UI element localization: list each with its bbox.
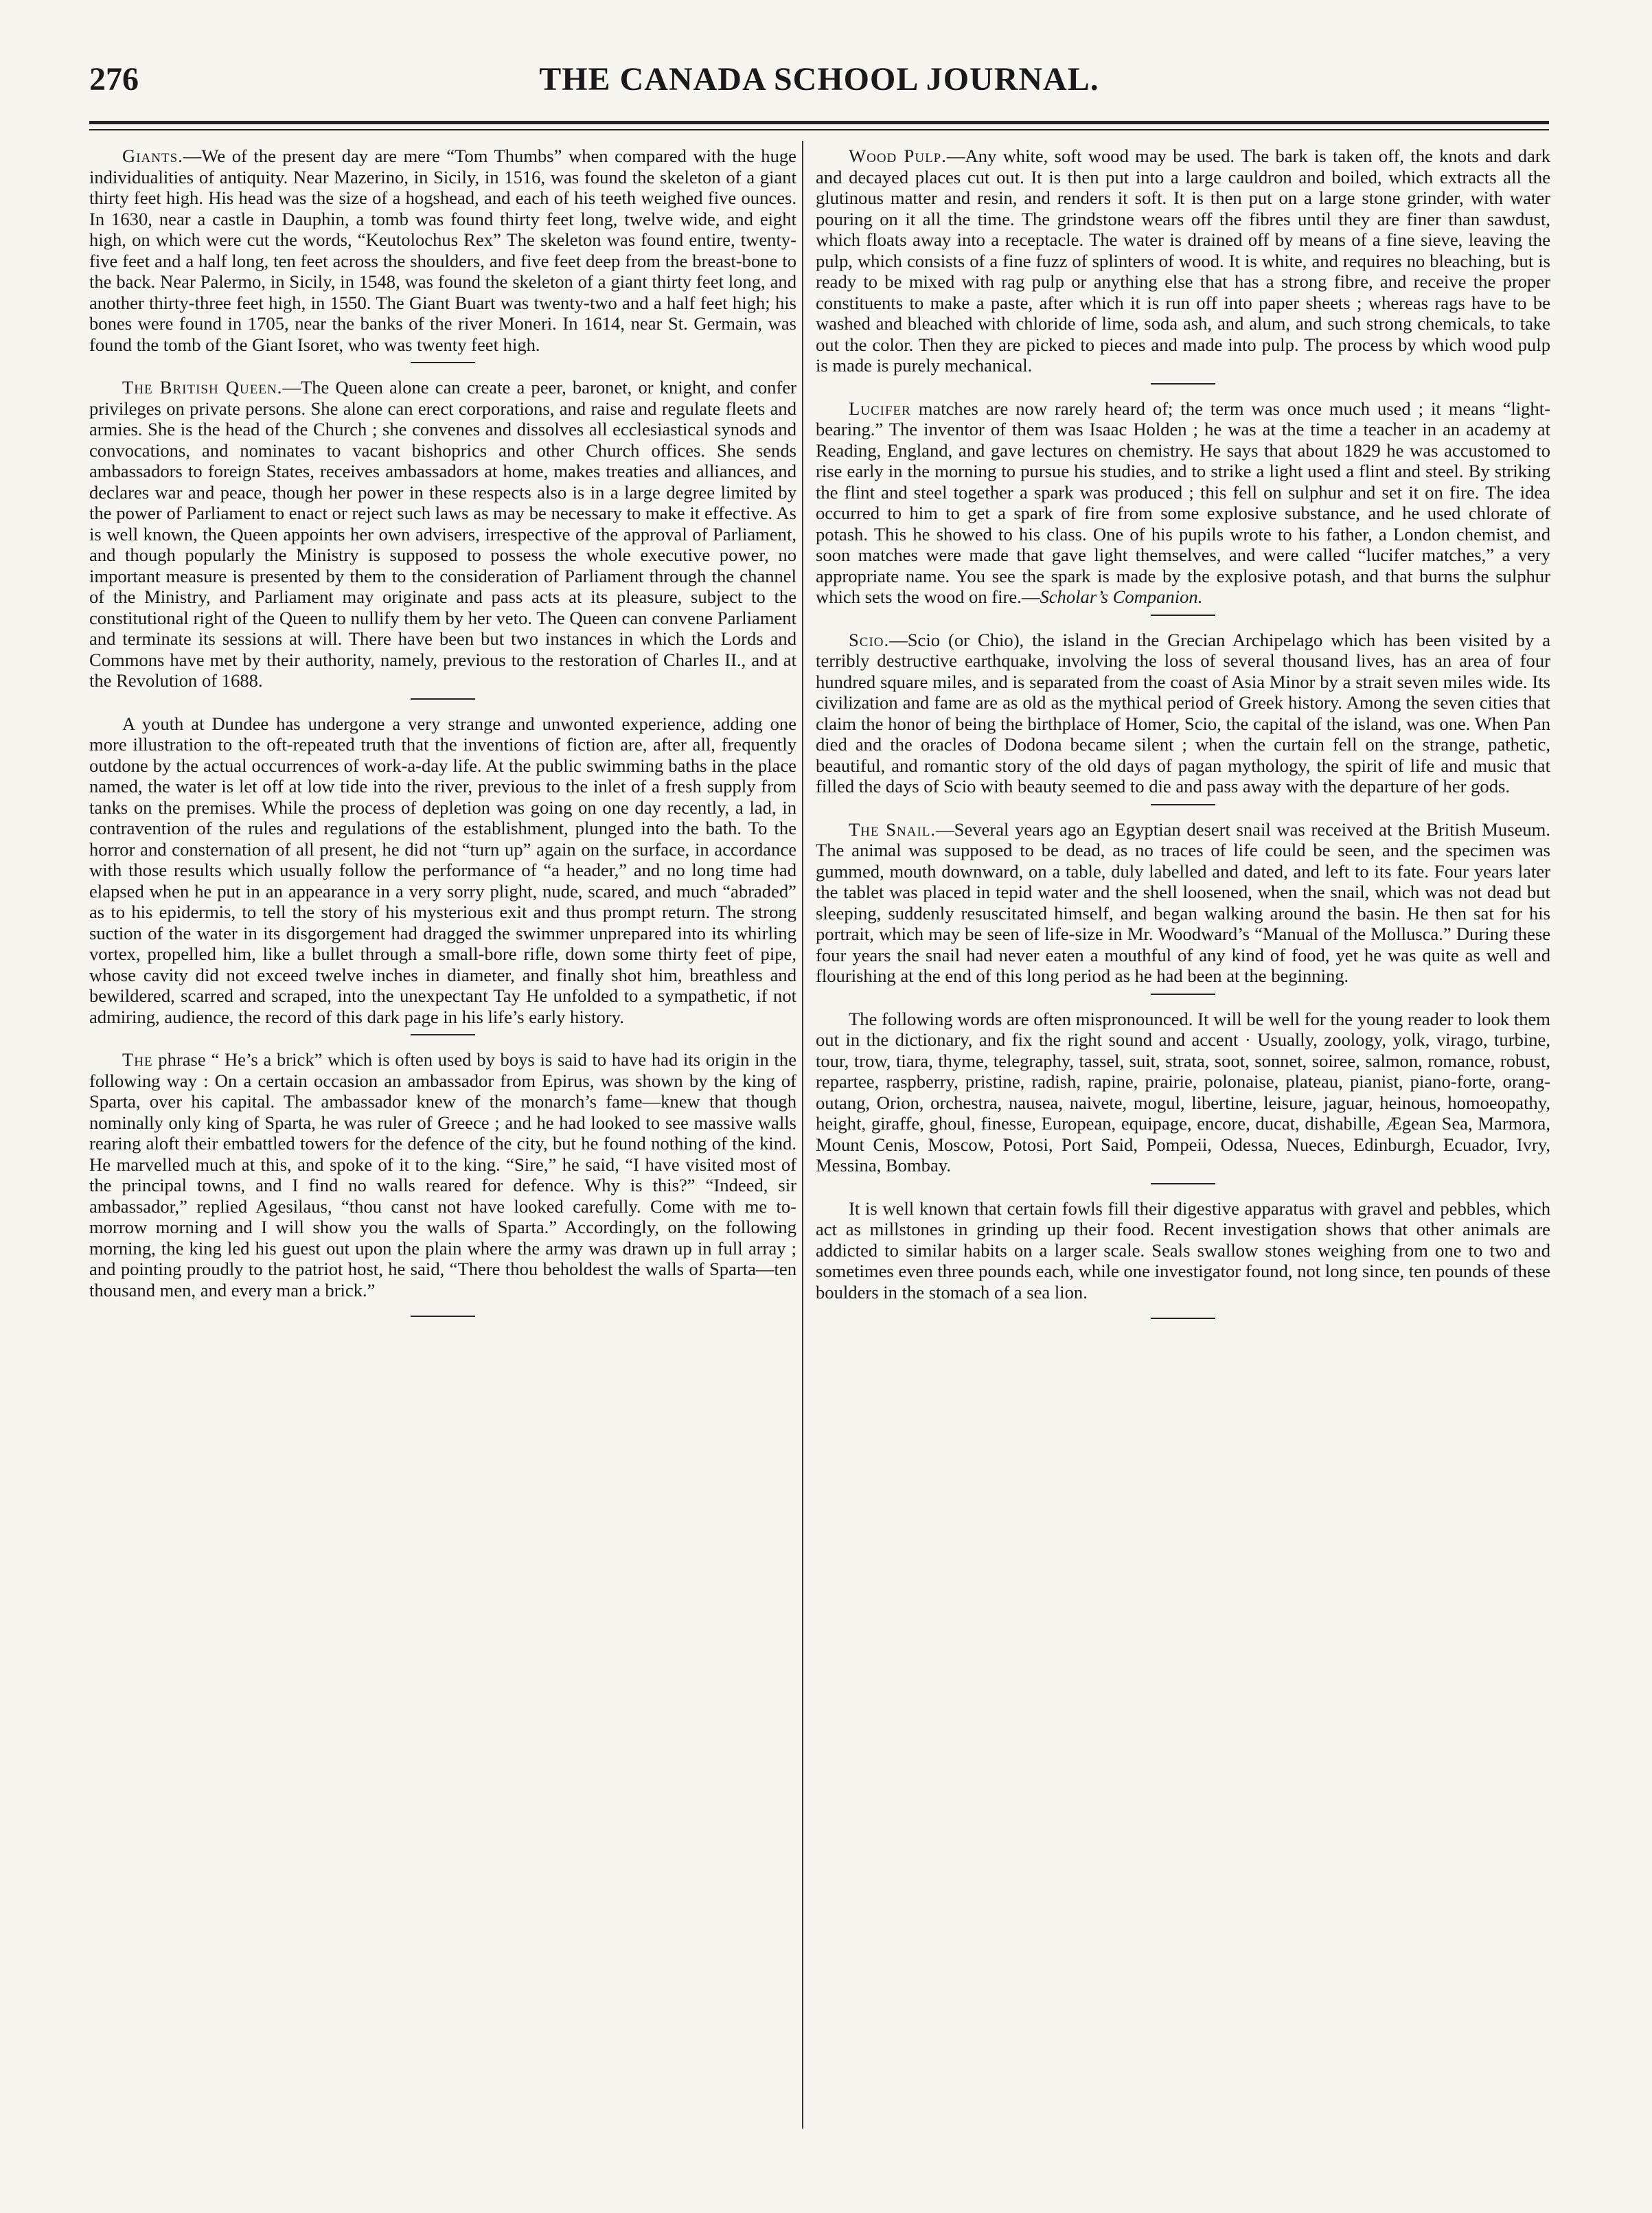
article-separator xyxy=(411,1034,475,1035)
right-column xyxy=(816,146,1550,1319)
article-wood-pulp xyxy=(816,146,1550,376)
article-mispronounced-words xyxy=(816,1009,1550,1176)
article-fowls-stones xyxy=(816,1198,1550,1303)
article-title: The British Queen. xyxy=(122,377,283,398)
article-separator xyxy=(411,1316,475,1317)
article-scio xyxy=(816,630,1550,797)
article-lucifer xyxy=(816,398,1550,608)
page-header xyxy=(89,60,1549,102)
article-separator xyxy=(1151,615,1215,616)
article-giants xyxy=(89,146,796,355)
article-title: The xyxy=(122,1049,153,1070)
left-column xyxy=(89,146,796,1317)
article-separator xyxy=(1151,994,1215,995)
article-title: Lucifer xyxy=(849,398,911,419)
article-text: —Scio (or Chio), the island in the Grecian Archipelago which has been visited by a terribly destructive earthquake, involving the loss of several thousand lives, has an area of four hundred square miles, and is separated from the coast of Asia Minor by a strait seven miles wide. Its civilization and fame are as old as the mythical period of Greek history. Among the seven cities that claim the honor of being the birthplace of Homer, Scio, the capital of the island, was one. When Pan died and the oracles of Dodona became silent ; when the curtain fell on the strange, pathetic, beautiful, and romantic story of the old days of pagan mythology, the spirit of life and music that filled the days of Scio with beauty seemed to die and pass away with the departure of her gods. xyxy=(816,629,1550,796)
article-dundee-youth xyxy=(89,713,796,1028)
article-text: —We of the present day are mere “Tom Thumbs” when compared with the huge individualities of antiquity. Near Mazerino, in Sicily, in 1516, was found the skeleton of a giant thirty feet high. His head was the size of a hogshead, and each of his teeth weighed five ounces. In 1630, near a castle in Dauphin, a tomb was found thirty feet long, twelve wide, and eight high, on which were cut the words, “Keutolochus Rex” The skeleton was found entire, twenty-five feet and a half long, ten feet across the shoulders, and five feet deep from the breast-bone to the back. Near Palermo, in Sicily, in 1548, was found the skeleton of a giant thirty feet long, and another thirty-three feet high, in 1550. The Giant Buart was twenty-two and a half feet high; his bones were found in 1705, near the banks of the river Moneri. In 1614, near St. Germain, was found the tomb of the Giant Isoret, who was twenty feet high. xyxy=(89,146,796,355)
article-title: Giants. xyxy=(122,146,183,166)
article-text: —Several years ago an Egyptian desert snail was received at the British Museum. The animal was supposed to be dead, as no traces of life could be seen, and the specimen was gummed, mouth downward, on a table, duly labelled and dated, and left to its fate. Four years later the tablet was placed in tepid water and the shell loosened, when the snail, which was not dead but sleeping, suddenly resuscitated himself, and began walking around the basin. He then sat for his portrait, which may be seen of life-size in Mr. Woodward’s “Manual of the Mollusca.” During these four years the snail had never eaten a mouthful of any kind of food, yet he was quite as well and flourishing at the end of this long period as he had been at the beginning. xyxy=(816,818,1550,986)
article-snail xyxy=(816,819,1550,987)
column-divider xyxy=(802,141,803,2129)
article-separator xyxy=(1151,804,1215,805)
page-number: 276 xyxy=(89,61,139,98)
article-text: —Any white, soft wood may be used. The bark is taken off, the knots and dark and decayed places cut out. It is then put into a large cauldron and boiled, which extracts all the glutinous matter and resin, and renders it soft. It is then put on a large stone grinder, with water pouring on it all the time. The grindstone wears off the fibres until they are finer than sawdust, which floats away into a receptacle. The water is drained off by means of a fine sieve, leaving the pulp, which consists of a fine fuzz of splinters of wood. It is white, and requires no bleaching, but is ready to be mixed with rag pulp or anything else that has a strong fibre, and receive the proper constituents to make a paste, after which it is run off into paper sheets ; whereas rags have to be washed and bleached with chloride of lime, soda ash, and alum, and such strong chemicals, to take out the color. Then they are picked to pieces and made into pulp. The process by which wood pulp is made is purely mechanical. xyxy=(816,146,1550,376)
article-text: A youth at Dundee has undergone a very strange and unwonted experience, adding one more illustration to the oft-repeated truth that the inventions of fiction are, after all, frequently outdone by the actual occurrences of work-a-day life. At the public swimming baths in the place named, the water is let off at low tide into the river, previous to the inlet of a fresh supply from tanks on the premises. While the process of depletion was going on one day recently, a lad, in contravention of the rules and regulations of the establishment, plunged into the bath. To the horror and consternation of all present, he did not “turn up” again on the surface, in accordance with those results which usually follow the performance of “a header,” and no long time had elapsed when he put in an appearance in a very sorry plight, nude, scared, and much “abraded” as to his epidermis, to tell the story of his mysterious exit and thus prompt return. The strong suction of the water in its disgorgement had dragged the swimmer unprepared into its whirling vortex, propelled him, like a bullet through a small-bore rifle, down some thirty feet of pipe, whose cavity did not exceed twelve inches in diameter, and finally shot him, breathless and bewildered, scarred and scraped, into the unexpectant Tay He unfolded to a sympathetic, if not admiring, audience, the record of this dark page in his life’s early history. xyxy=(89,713,796,1027)
article-brick-phrase xyxy=(89,1049,796,1300)
article-text: —The Queen alone can create a peer, baronet, or knight, and confer privileges on private persons. She alone can erect corporations, and raise and regulate fleets and armies. She is the head of the Church ; she convenes and dissolves all ecclesiastical synods and convocations, and nominates to vacant bishoprics and other Church offices. She sends ambassadors to foreign States, receives ambassadors at home, makes treaties and alliances, and declares war and peace, though her power in these respects also is in a large degree limited by the power of Parliament to enact or reject such laws as may be necessary to make it effective. As is well known, the Queen appoints her own advisers, irrespective of the approval of Parliament, and though popularly the Ministry is supposed to possess the whole executive power, no important measure is presented by them to the consideration of Parliament through the channel of the Ministry, and Parliament may originate and pass acts at its pleasure, subject to the constitutional right of the Queen to nullify them by her veto. The Queen can convene Parliament and terminate its sessions at will. There have been but two instances in which the Lords and Commons have met by their authority, namely, previous to the restoration of Charles II., and at the Revolution of 1688. xyxy=(89,377,796,691)
article-british-queen xyxy=(89,377,796,691)
article-text: phrase “ He’s a brick” which is often used by boys is said to have had its origin in the following way : On a certain occasion an ambassador from Epirus, was shown by the king of Sparta, over his capital. The ambassador knew of the monarch’s fame—knew that though nominally only king of Sparta, he was ruler of Greece ; and he had looked to see massive walls rearing aloft their embattled towers for the defence of the city, but he found nothing of the kind. He marvelled much at this, and spoke of it to the king. “Sire,” he said, “I have visited most of the principal towns, and I find no walls reared for defence. Why is this?” “Indeed, sir ambassador,” replied Agesilaus, “thou canst not have looked carefully. Come with me to-morrow morning and I will show you the walls of Sparta.” Accordingly, on the following morning, the king led his guest out upon the plain where the army was drawn up in full array ; and pointing proudly to the patriot host, he said, “There thou beholdest the walls of Sparta—ten thousand men, and every man a brick.” xyxy=(89,1049,796,1300)
header-rule-thin xyxy=(89,129,1549,130)
article-separator xyxy=(411,362,475,363)
article-text: It is well known that certain fowls fill their digestive apparatus with gravel and pebbles, which act as millstones in grinding up their food. Recent investigation shows that other animals are addicted to similar habits on a larger scale. Seals swallow stones weighing from one to two and sometimes even three pounds each, while one investigator found, not long since, ten pounds of these boulders in the stomach of a sea lion. xyxy=(816,1197,1550,1303)
article-separator xyxy=(1151,383,1215,385)
article-separator xyxy=(411,698,475,700)
article-title: Wood Pulp. xyxy=(849,146,947,166)
header-rule-thick xyxy=(89,121,1549,124)
article-source: Scholar’s Companion. xyxy=(1040,586,1203,607)
article-separator xyxy=(1151,1318,1215,1319)
article-separator xyxy=(1151,1183,1215,1184)
journal-title: THE CANADA SCHOOL JOURNAL. xyxy=(539,61,1099,98)
article-title: Scio. xyxy=(849,629,890,650)
article-text: The following words are often mispronounced. It will be well for the young reader to look them out in the dictionary, and fix the right sound and accent · Usually, zoology, yolk, virago, turbine, tour, trow, tiara, thyme, telegraphy, tassel, suit, strata, soot, sonnet, soiree, salmon, romance, robust, repartee, raspberry, pristine, radish, rapine, prairie, polonaise, plateau, pianist, piano-forte, orang-outang, Orion, orchestra, nausea, naivete, mogul, libertine, leisure, jaguar, heinous, homoeopathy, height, giraffe, ghoul, finesse, European, equipage, encore, ducat, dishabille, Ægean Sea, Marmora, Mount Cenis, Moscow, Potosi, Port Said, Pompeii, Odessa, Nueces, Edinburgh, Ecuador, Ivry, Messina, Bombay. xyxy=(816,1008,1550,1176)
article-title: The Snail. xyxy=(849,818,937,840)
article-text: matches are now rarely heard of; the term was once much used ; it means “light-bearing.” The inventor of them was Isaac Holden ; he was at the time a teacher in an academy at Reading, England, and gave lectures on chemistry. He says that about 1829 he was accustomed to rise early in the morning to pursue his studies, and to strike a light used a flint and steel. By striking the flint and steel together a spark was produced ; this fell on sulphur and set it on fire. The idea occurred to him to get a spark of fire from some explosive substance, and he used chlorate of potash. This he showed to his class. One of his pupils wrote to his father, a London chemist, and soon matches were made that gave light themselves, and were called “lucifer matches,” a very appropriate name. You see the spark is made by the explosive potash, and that burns the sulphur which sets the wood on fire.— xyxy=(816,398,1550,607)
